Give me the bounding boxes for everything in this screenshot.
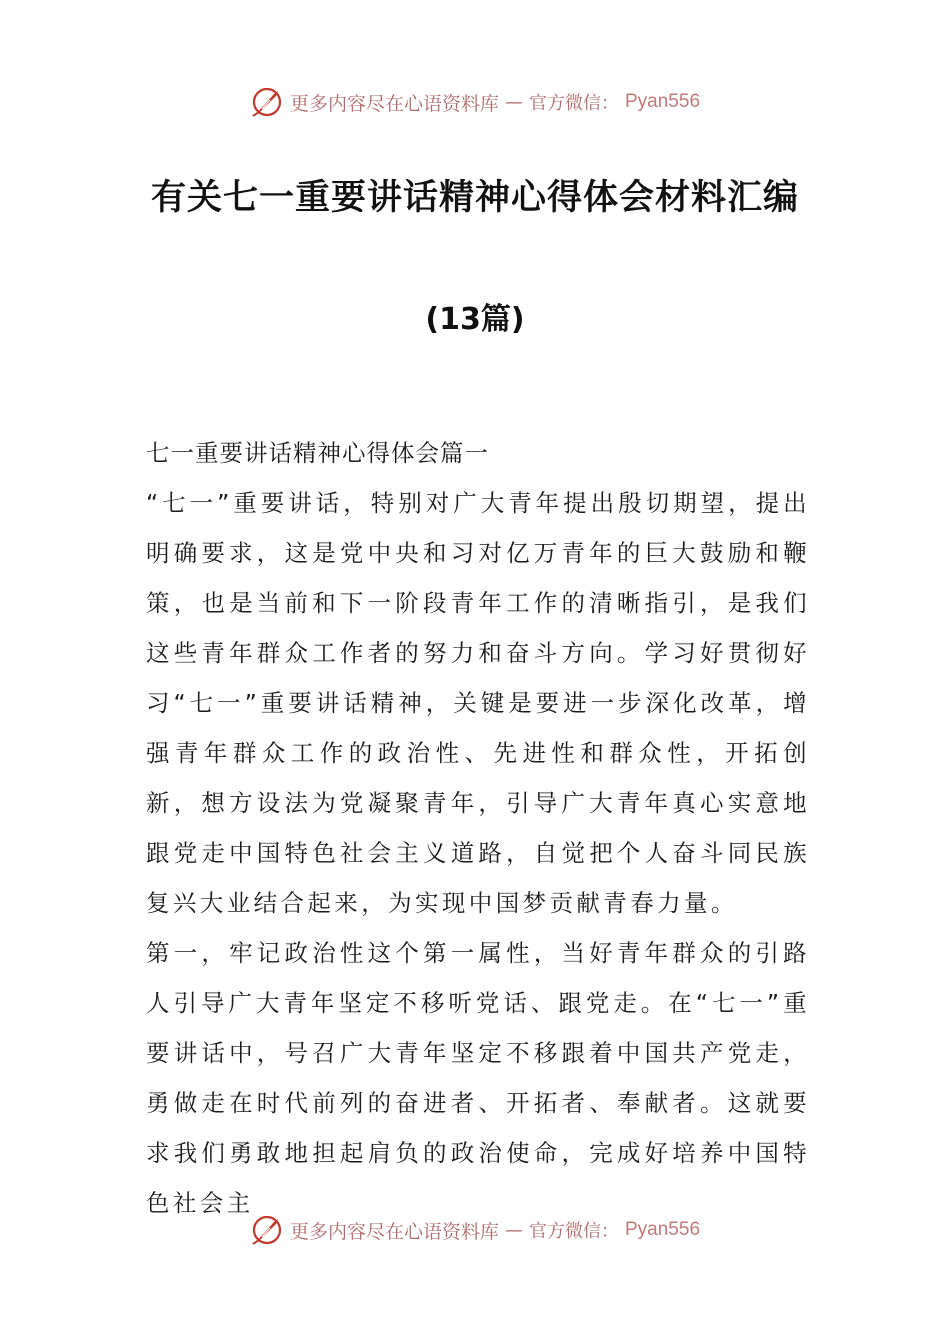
paragraph: 第一，牢记政治性这个第一属性，当好青年群众的引路人引导广大青年坚定不移听党话、跟党走。在“七一”重要讲话中，号召广大青年坚定不移跟着中国共产党走，勇做走在时代前列的奋进者、开拓者、奉献者。这就要求我们勇敢地担起肩负的政治使命，完成好培养中国特色社会主: [146, 939, 810, 1217]
banner-slogan: 更多内容尽在心语资料库: [289, 1220, 499, 1243]
banner-slogan: 更多内容尽在心语资料库: [289, 92, 499, 115]
quill-pen-logo-icon: [250, 1213, 284, 1247]
wechat-label: 官方微信：: [529, 1221, 619, 1242]
banner-dash: —: [505, 91, 523, 113]
wechat-label: 官方微信：: [529, 93, 619, 114]
document-body: [146, 428, 810, 1228]
section-heading: 七一重要讲话精神心得体会篇一: [146, 439, 489, 467]
document-subtitle: (13篇): [425, 302, 525, 337]
footer-banner: [0, 1212, 950, 1248]
banner-dash: —: [505, 1219, 523, 1241]
wechat-id: Pyan556: [625, 1219, 701, 1240]
document-title: 有关七一重要讲话精神心得体会材料汇编: [150, 178, 799, 218]
header-banner: [0, 84, 950, 120]
quill-pen-logo-icon: [250, 85, 284, 119]
wechat-id: Pyan556: [625, 91, 701, 112]
paragraph: “七一”重要讲话，特别对广大青年提出殷切期望，提出明确要求，这是党中央和习对亿万青年的巨大鼓励和鞭策，也是当前和下一阶段青年工作的清晰指引，是我们这些青年群众工作者的努力和奋斗方向。学习好贯彻好习“七一”重要讲话精神，关键是要进一步深化改革，增强青年群众工作的政治性、先进性和群众性，开拓创新，想方设法为党凝聚青年，引导广大青年真心实意地跟党走中国特色社会主义道路，自觉把个人奋斗同民族复兴大业结合起来，为实现中国梦贡献青春力量。: [146, 489, 810, 917]
